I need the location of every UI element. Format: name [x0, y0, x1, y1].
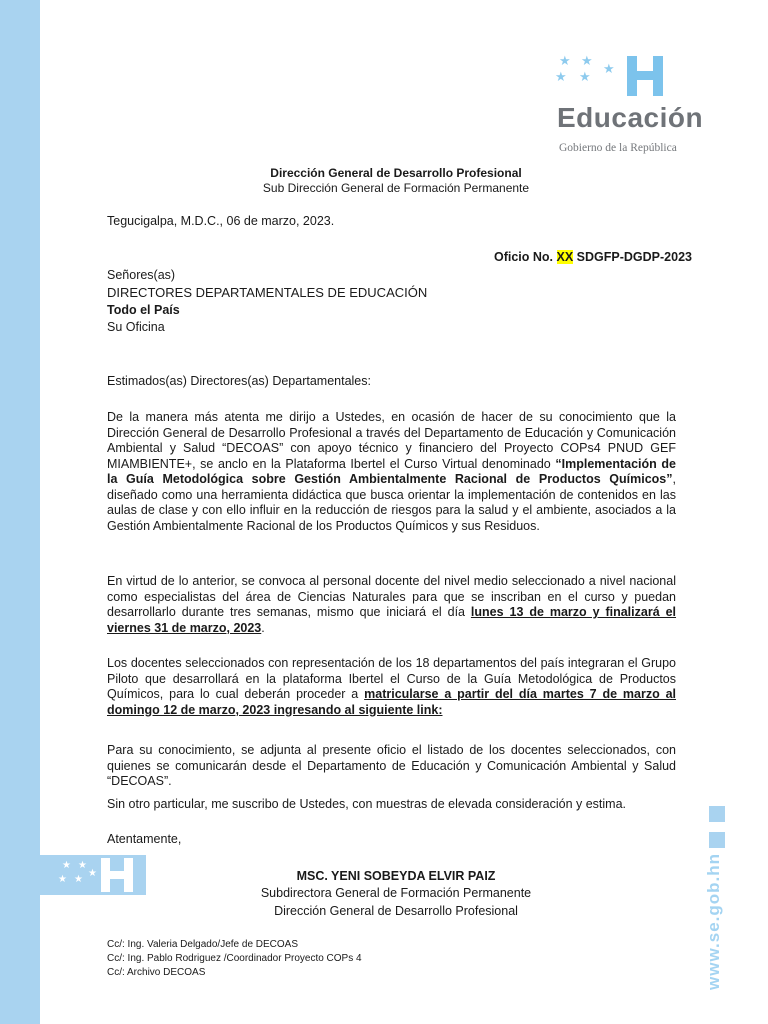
stars-icon: ★ ★ ★ ★ ★	[58, 860, 97, 885]
cc-line: Cc/: Ing. Pablo Rodriguez /Coordinador Proyecto COPs 4	[107, 953, 362, 964]
decorative-square	[709, 806, 725, 822]
recipient-scope: Todo el País	[107, 303, 180, 317]
logo-subtitle: Gobierno de la República	[559, 142, 677, 154]
cc-line: Cc/: Archivo DECOAS	[107, 967, 206, 978]
enrollment-dates: matricularse a partir del día martes 7 de marzo al domingo 12 de marzo, 2023 ingresando al siguiente link:	[107, 687, 677, 717]
signature-title-2: Dirección General de Desarrollo Profesional	[274, 904, 518, 918]
signature-title-1: Subdirectora General de Formación Permanente	[260, 886, 532, 900]
education-logo	[555, 52, 735, 162]
oficio-number: Oficio No. XX SDGFP-DGDP-2023	[494, 250, 692, 264]
place-date: Tegucigalpa, M.D.C., 06 de marzo, 2023.	[107, 214, 335, 228]
greeting: Estimados(as) Directores(as) Departamentales:	[107, 374, 371, 388]
paragraph-3: Los docentes seleccionados con representación de los 18 departamentos del país integraran el Grupo Piloto que desarrollará en la plataforma Ibertel el Curso de la Guía Metodológica de Productos Químicos, para lo cual deberán proceder a matricularse a partir del día martes 7 de marzo al domingo 12 de marzo, 2023 ingresando al siguiente link:	[107, 656, 677, 717]
recipient-name: DIRECTORES DEPARTAMENTALES DE EDUCACIÓN	[107, 285, 428, 300]
h-logo-icon	[627, 56, 663, 96]
paragraph-1: De la manera más atenta me dirijo a Ustedes, en ocasión de hacer de su conocimiento que la Dirección General de Desarrollo Profesional a través del Departamento de Educación y Comunicación Ambiental y Salud “DECOAS” con apoyo técnico y financiero del Proyecto COPs4 PNUD GEF MIAMBIENTE+, se anclo en la Plataforma Ibertel el Curso Virtual denominado “Implementación de la Guía Metodológica sobre Gestión Ambientalmente Racional de Productos Químicos”, diseñado como una herramienta didáctica que busca orientar la implementación de contenidos en las aulas de clase y con ello influir en la reducción de riesgos para la salud y el ambiente, asociados a la Gestión Ambientalmente Racional de los Productos Químicos y sus Residuos.	[107, 410, 676, 533]
salutation: Señores(as)	[107, 268, 176, 282]
star-icon: ★	[555, 69, 567, 84]
course-dates: lunes 13 de marzo y finalizará el viernes 31 de marzo, 2023	[107, 605, 677, 635]
paragraph-5: Sin otro particular, me suscribo de Ustedes, con muestras de elevada consideración y estima.	[107, 797, 627, 811]
star-icon: ★	[579, 69, 591, 84]
oficio-number-highlight: XX	[556, 250, 574, 264]
header-subdepartment: Sub Dirección General de Formación Permanente	[262, 181, 530, 195]
star-icon: ★	[559, 53, 571, 68]
left-decorative-bar	[0, 0, 40, 1024]
cc-line: Cc/: Ing. Valeria Delgado/Jefe de DECOAS	[107, 939, 299, 950]
star-icon: ★	[603, 61, 615, 76]
star-icon: ★	[581, 53, 593, 68]
course-title: “Implementación de la Guía Metodológica sobre Gestión Ambientalmente Racional de Productos Químicos”	[107, 456, 676, 486]
logo-wordmark: Educación	[557, 102, 704, 133]
paragraph-2: En virtud de lo anterior, se convoca al personal docente del nivel medio seleccionado a nivel nacional como especialistas del área de Ciencias Naturales para que se inscriban en el curso y puedan desarrollarlo durante tres semanas, mismo que iniciará el día lunes 13 de marzo y finalizará el viernes 31 de marzo, 2023.	[107, 574, 677, 635]
closing: Atentamente,	[107, 832, 182, 846]
decorative-square	[709, 832, 725, 848]
paragraph-4: Para su conocimiento, se adjunta al presente oficio el listado de los docentes seleccionados, con quienes se comunicarán desde el Departamento de Educación y Comunicación Ambiental y Salud “DECOAS”.	[107, 743, 676, 788]
signature-name: MSC. YENI SOBEYDA ELVIR PAIZ	[296, 869, 496, 883]
website-url: www.se.gob.hn	[704, 852, 723, 990]
recipient-office: Su Oficina	[107, 320, 165, 334]
header-department: Dirección General de Desarrollo Profesional	[270, 166, 522, 180]
